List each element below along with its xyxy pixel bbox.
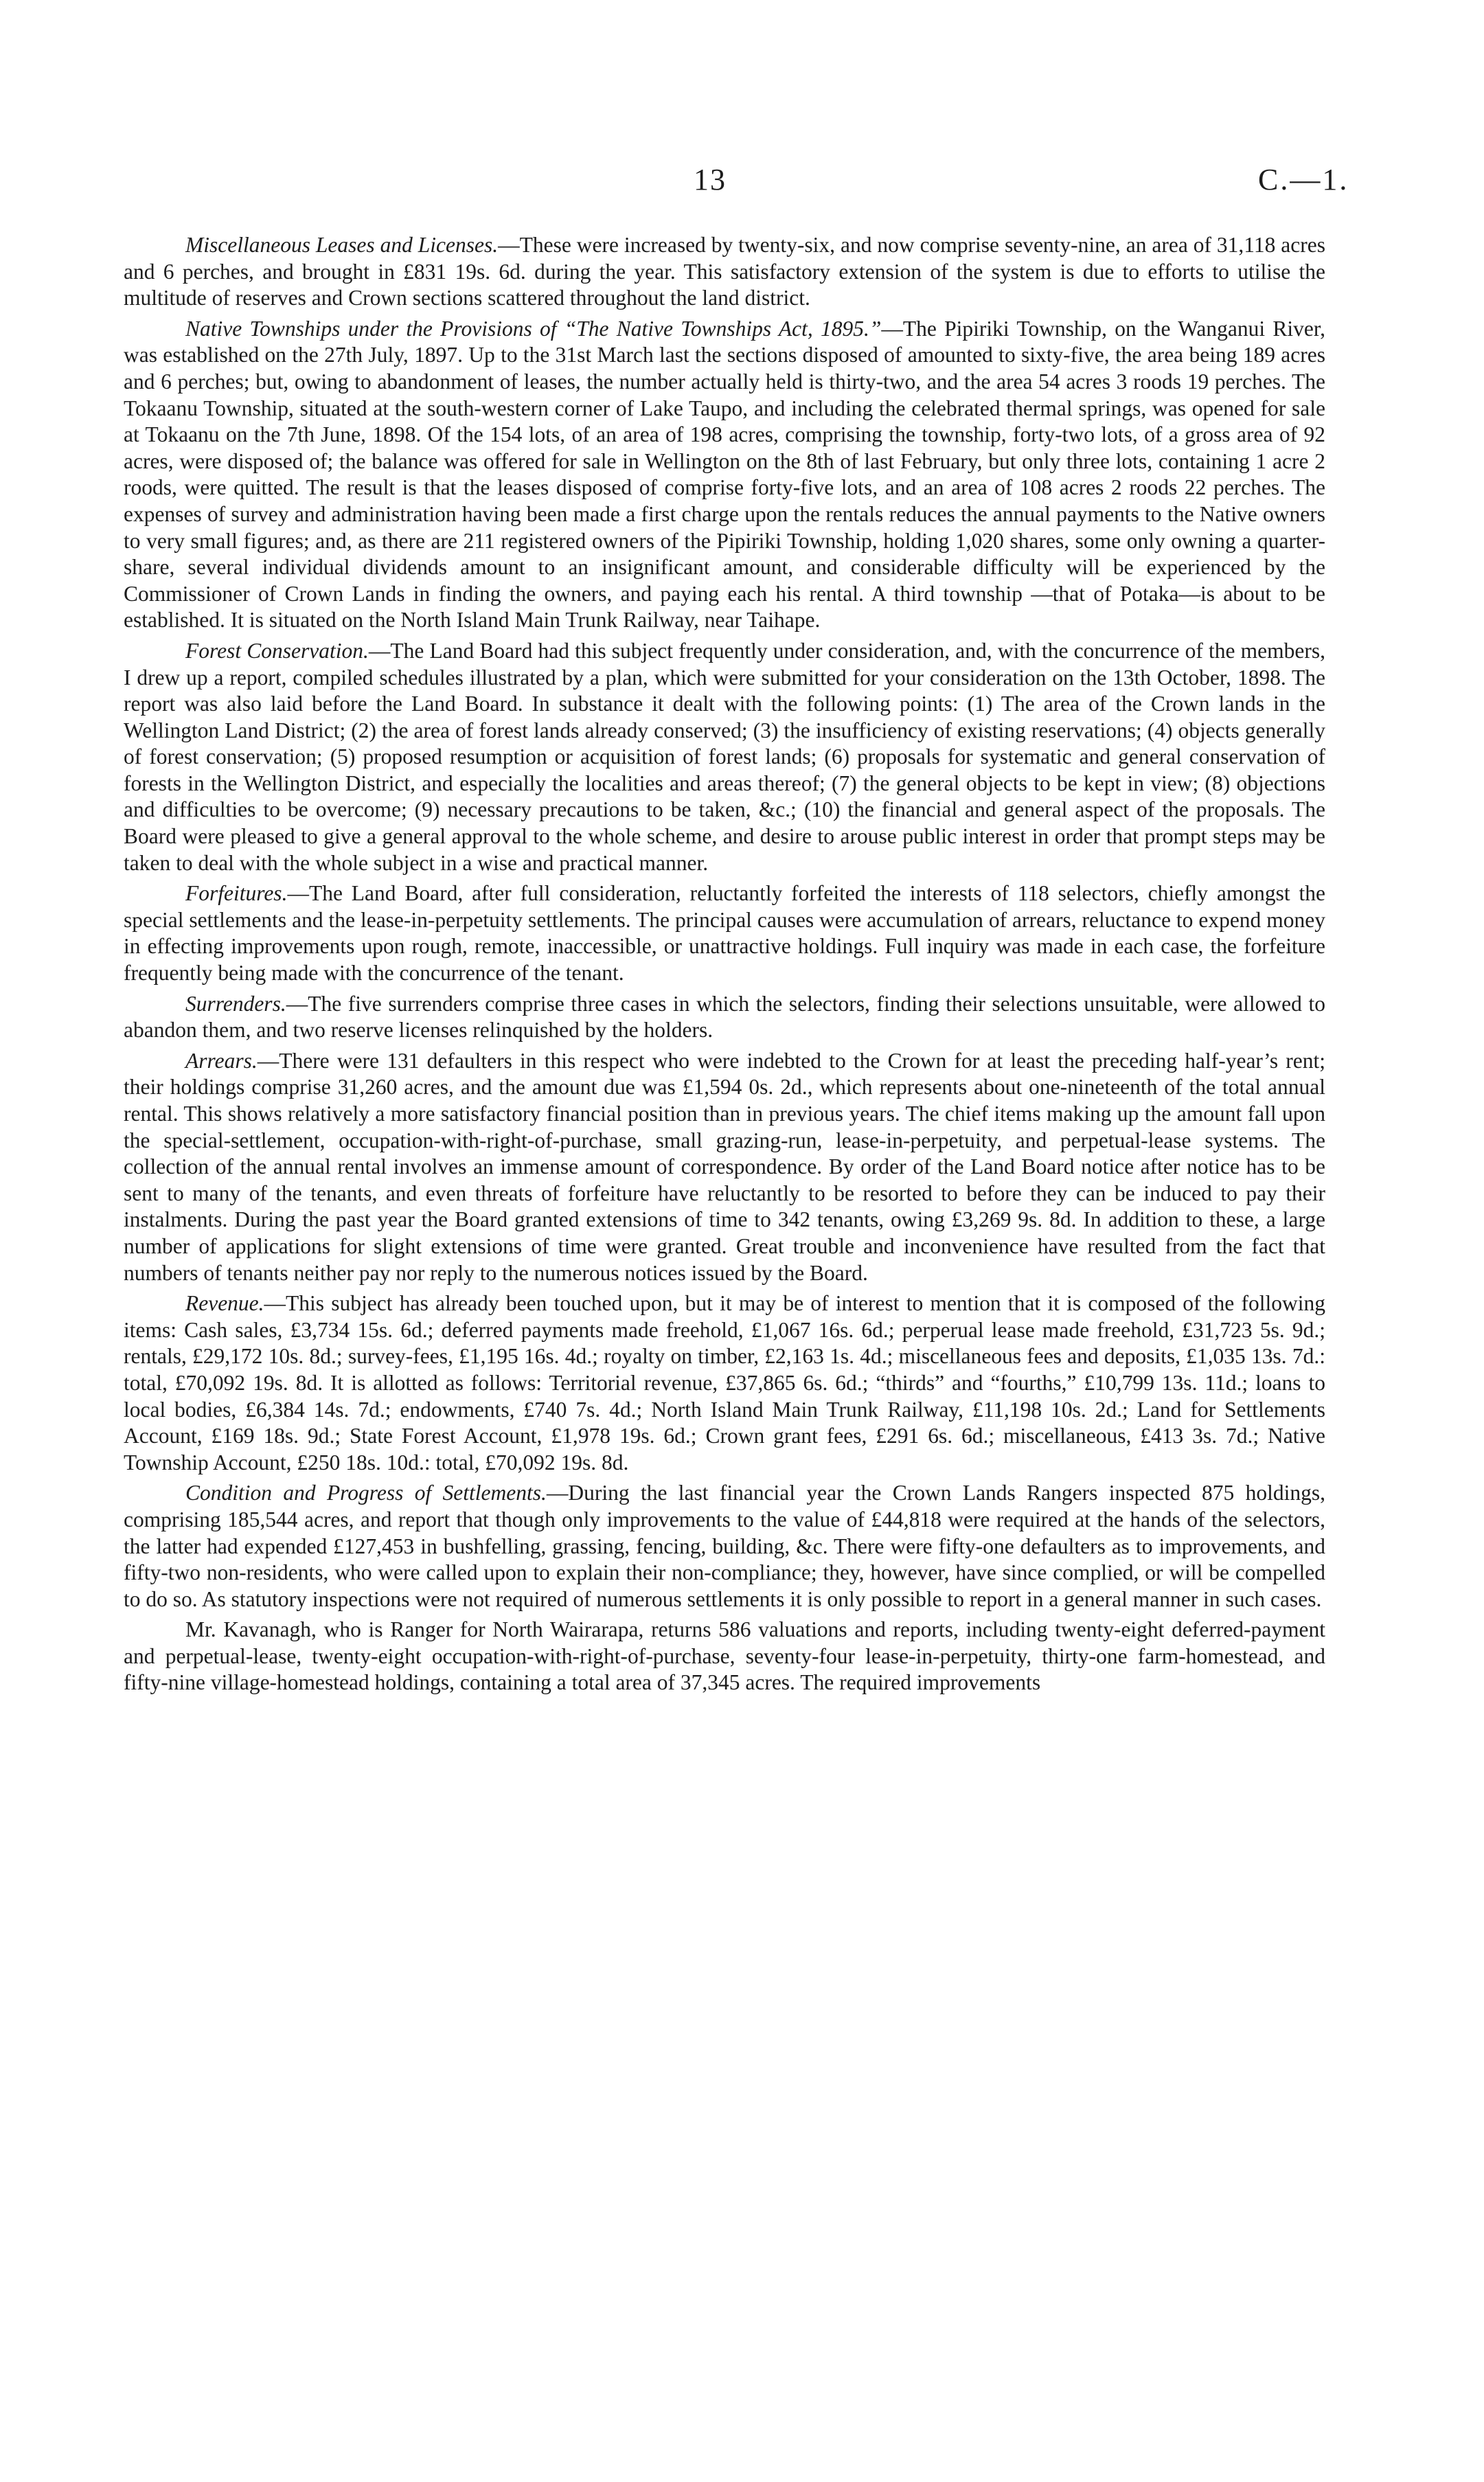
paragraph-condition-progress [124, 1480, 1325, 1613]
paragraph-arrears [124, 1048, 1325, 1286]
paragraph-heading: Surrenders. [185, 991, 286, 1016]
paragraph-text: Mr. Kavanagh, who is Ranger for North Wairarapa, returns 586 valuations and reports, including twenty-eight deferred-payment and perpetual-lease, twenty-eight occupation-with-right-of-purchase, seventy-four lease-in-perpetuity, thirty-one farm-homestead, and fifty-nine village-homestead holdings, containing a total area of 37,345 acres. The required improvements [124, 1617, 1325, 1695]
paragraph-text: —During the last financial year the Crown Lands Rangers inspected 875 holdings, comprising 185,544 acres, and report that though only improvements to the value of £44,818 were required at the hands of the selectors, the latter had expended £127,453 in bushfelling, grassing, fencing, building, &c. There were fifty-one defaulters as to improvements, and fifty-two non-residents, who were called upon to explain their non-compliance; they, however, have since complied, or will be compelled to do so. As statutory inspections were not required of numerous settlements it is only possible to report in a general manner in such cases. [124, 1481, 1325, 1611]
paragraph-heading: Forfeitures. [185, 881, 288, 906]
paragraph-text: —The Land Board had this subject frequently under consideration, and, with the concurrence of the members, I drew up a report, compiled schedules illustrated by a plan, which were submitted for your consideration on the 13th October, 1898. The report was also laid before the Land Board. In substance it dealt with the following points: (1) The area of the Crown lands in the Wellington Land District; (2) the area of forest lands already conserved; (3) the insufficiency of existing reservations; (4) objects generally of forest conservation; (5) proposed resumption or acquisition of forest lands; (6) proposals for systematic and general conservation of forests in the Wellington District, and especially the localities and areas thereof; (7) the general objects to be kept in view; (8) objections and difficulties to be overcome; (9) necessary precautions to be taken, &c.; (10) the financial and general aspect of the proposals. The Board were pleased to give a general approval to the whole scheme, and desire to arouse public interest in order that prompt steps may be taken to deal with the whole subject in a wise and practical manner. [124, 638, 1325, 875]
paragraph-revenue [124, 1290, 1325, 1476]
paragraph-heading: Forest Conservation. [185, 638, 369, 663]
paragraph-kavanagh-report [124, 1617, 1325, 1696]
paragraph-text: —There were 131 defaulters in this respect who were indebted to the Crown for at least the preceding half-year’s rent; their holdings comprise 31,260 acres, and the amount due was £1,594 0s. 2d., which represents about one-nineteenth of the total annual rental. This shows relatively a more satisfactory financial position than in previous years. The chief items making up the amount fall upon the special-settlement, occupation-with-right-of-purchase, small grazing-run, lease-in-perpetuity, and perpetual-lease systems. The collection of the annual rental involves an immense amount of correspondence. By order of the Land Board notice after notice has to be sent to many of the tenants, and even threats of forfeiture have reluctantly to be resorted to before they can be induced to pay their instalments. During the past year the Board granted extensions of time to 342 tenants, owing £3,269 9s. 8d. In addition to these, a large number of applications for slight extensions of time were granted. Great trouble and inconvenience have resulted from the fact that numbers of tenants neither pay nor reply to the numerous notices issued by the Board. [124, 1048, 1325, 1285]
body-text [124, 232, 1325, 1696]
page-header [0, 162, 1484, 203]
paragraph-heading: Miscellaneous Leases and Licenses. [185, 233, 499, 257]
paragraph-forfeitures [124, 880, 1325, 986]
paragraph-surrenders [124, 991, 1325, 1044]
paragraph-heading: Condition and Progress of Settlements. [185, 1481, 547, 1505]
paragraph-heading: Native Townships under the Provisions of “The Native Townships Act, 1895.” [185, 316, 882, 341]
paragraph-text: —This subject has already been touched upon, but it may be of interest to mention that it is composed of the following items: Cash sales, £3,734 15s. 6d.; deferred payments made freehold, £1,067 16s. 6d.; perperual lease made freehold, £31,723 5s. 9d.; rentals, £29,172 10s. 8d.; survey-fees, £1,195 16s. 4d.; royalty on timber, £2,163 1s. 4d.; miscellaneous fees and deposits, £1,035 13s. 7d.: total, £70,092 19s. 8d. It is allotted as follows: Territorial revenue, £37,865 6s. 6d.; “thirds” and “fourths,” £10,799 13s. 11d.; loans to local bodies, £6,384 14s. 7d.; endowments, £740 7s. 4d.; North Island Main Trunk Railway, £11,198 10s. 2d.; Land for Settlements Account, £169 18s. 9d.; State Forest Account, £1,978 19s. 6d.; Crown grant fees, £291 6s. 6d.; miscellaneous, £413 3s. 7d.; Native Township Account, £250 18s. 10d.: total, £70,092 19s. 8d. [124, 1291, 1325, 1475]
paragraph-heading: Revenue. [185, 1291, 264, 1316]
paragraph-text: —The five surrenders comprise three cases in which the selectors, finding their selections unsuitable, were allowed to abandon them, and two reserve licenses relinquished by the holders. [124, 991, 1325, 1043]
paragraph-text: —These were increased by twenty-six, and now comprise seventy-nine, an area of 31,118 acres and 6 perches, and brought in £831 19s. 6d. during the year. This satisfactory extension of the system is due to efforts to utilise the multitude of reserves and Crown sections scattered throughout the land district. [124, 233, 1325, 310]
page-number: 13 [694, 163, 727, 196]
paragraph-forest-conservation [124, 638, 1325, 876]
document-reference: C.—1. [1258, 163, 1349, 196]
paragraph-text: —The Land Board, after full consideration, reluctantly forfeited the interests of 118 selectors, chiefly amongst the special settlements and the lease-in-perpetuity settlements. The principal causes were accumulation of arrears, reluctance to expend money in effecting improvements upon rough, remote, inaccessible, or unattractive holdings. Full inquiry was made in each case, the forfeiture frequently being made with the concurrence of the tenant. [124, 881, 1325, 986]
paragraph-miscellaneous-leases [124, 232, 1325, 312]
paragraph-heading: Arrears. [185, 1048, 258, 1073]
paragraph-text: —The Pipiriki Township, on the Wanganui River, was established on the 27th July, 1897. Up to the 31st March last the sections disposed of amounted to sixty-five, the area being 189 acres and 6 perches; but, owing to abandonment of leases, the number actually held is thirty-two, and the area 54 acres 3 roods 19 perches. The Tokaanu Township, situated at the south-western corner of Lake Taupo, and including the celebrated thermal springs, was opened for sale at Tokaanu on the 7th June, 1898. Of the 154 lots, of an area of 198 acres, comprising the township, forty-two lots, of a gross area of 92 acres, were disposed of; the balance was offered for sale in Wellington on the 8th of last February, but only three lots, containing 1 acre 2 roods, were quitted. The result is that the leases disposed of comprise forty-five lots, and an area of 108 acres 2 roods 22 perches. The expenses of survey and administration having been made a first charge upon the rentals reduces the annual payments to the Native owners to very small figures; and, as there are 211 registered owners of the Pipiriki Township, holding 1,020 shares, some only owning a quarter-share, several individual dividends amount to an insignificant amount, and considerable difficulty will be experienced by the Commissioner of Crown Lands in finding the owners, and paying each his rental. A third township —that of Potaka—is about to be established. It is situated on the North Island Main Trunk Railway, near Taihape. [124, 316, 1326, 633]
paragraph-native-townships [124, 316, 1325, 634]
